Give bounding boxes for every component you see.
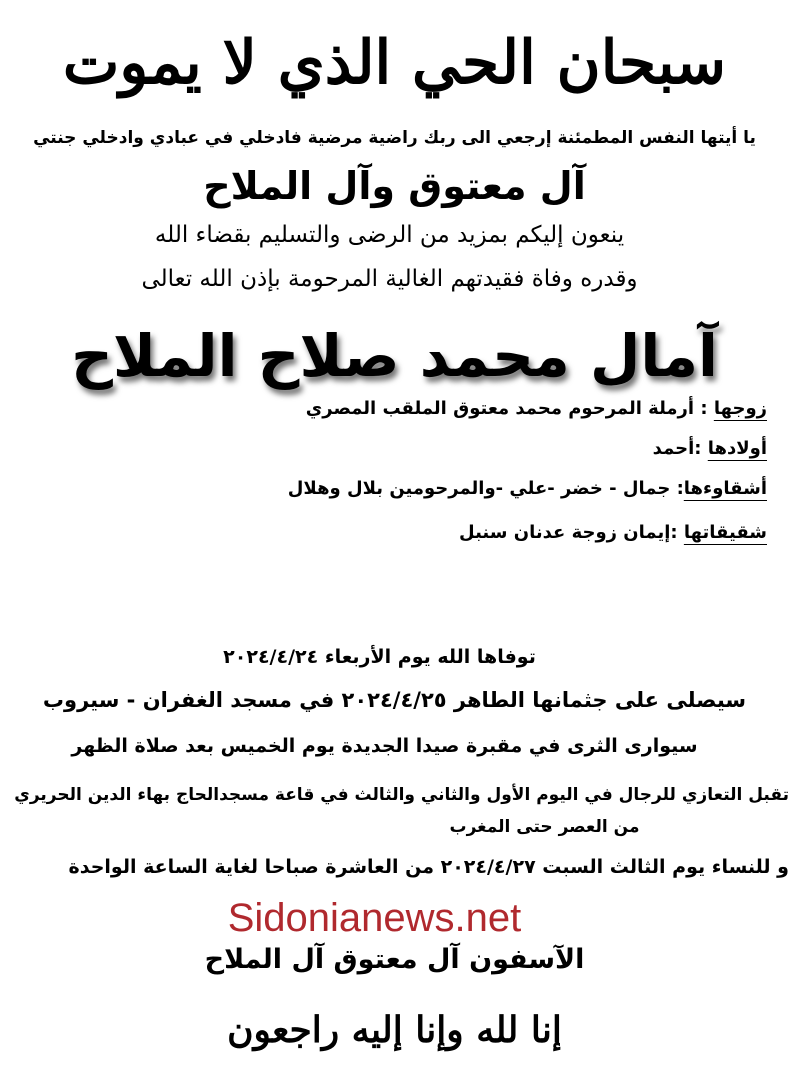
burial-info: سيوارى الثرى في مقبرة صيدا الجديدة يوم الخميس بعد صلاة الظهر [71, 735, 698, 757]
relative-label-sisters: شقيقاتها [683, 522, 767, 543]
relative-sep: : [694, 398, 714, 419]
mourners: الآسفون آل معتوق آل الملاح [204, 944, 585, 975]
relative-label-husband: زوجها [713, 398, 767, 419]
condolences-men-line-2: من العصر حتى المغرب [449, 817, 640, 837]
relative-value-brothers: جمال - خضر -علي -والمرحومين بلال وهلال [287, 478, 671, 499]
relative-husband [306, 398, 767, 419]
death-date: توفاها الله يوم الأربعاء ٢٠٢٤/٤/٢٤ [223, 646, 536, 668]
watermark: Sidonianews.net [227, 896, 522, 940]
relative-label-children: أولادها [707, 438, 767, 459]
footer-calligraphy: إنا لله وإنا إليه راجعون [227, 1009, 562, 1051]
family-names: آل معتوق وآل الملاح [203, 164, 586, 208]
relative-sep: : [694, 438, 708, 459]
relative-label-brothers: أشقاوءها [683, 478, 767, 499]
intro-line-2: وقدره وفاة فقيدتهم الغالية المرحومة بإذن الله تعالى [141, 266, 638, 292]
relative-sisters [459, 522, 767, 543]
funeral-prayer: سيصلى على جثمانها الطاهر ٢٠٢٤/٤/٢٥ في مسجد الغفران - سيروب [42, 688, 747, 712]
relative-sep: : [670, 522, 684, 543]
relative-brothers [288, 478, 767, 499]
header-calligraphy: سبحان الحي الذي لا يموت [62, 28, 727, 98]
condolences-men-line-1: تقبل التعازي للرجال في اليوم الأول والثاني والثالث في قاعة مسجدالحاج بهاء الدين الحريري [14, 785, 789, 805]
relative-value-sisters: إيمان زوجة عدنان سنبل [459, 522, 671, 543]
intro-line-1: ينعون إليكم بمزيد من الرضى والتسليم بقضاء الله [154, 222, 625, 248]
deceased-name: آمال محمد صلاح الملاح [71, 322, 718, 390]
relative-sep: : [670, 478, 684, 499]
relative-children [653, 438, 767, 459]
quran-verse: يا أيتها النفس المطمئنة إرجعي الى ربك راضية مرضية فادخلي في عبادي وادخلي جنتي [33, 128, 756, 148]
relative-value-husband: أرملة المرحوم محمد معتوق الملقب المصري [305, 398, 695, 419]
relative-value-children: أحمد [652, 438, 695, 459]
condolences-women: و للنساء يوم الثالث السبت ٢٠٢٤/٤/٢٧ من العاشرة صباحا لغاية الساعة الواحدة [68, 856, 789, 878]
